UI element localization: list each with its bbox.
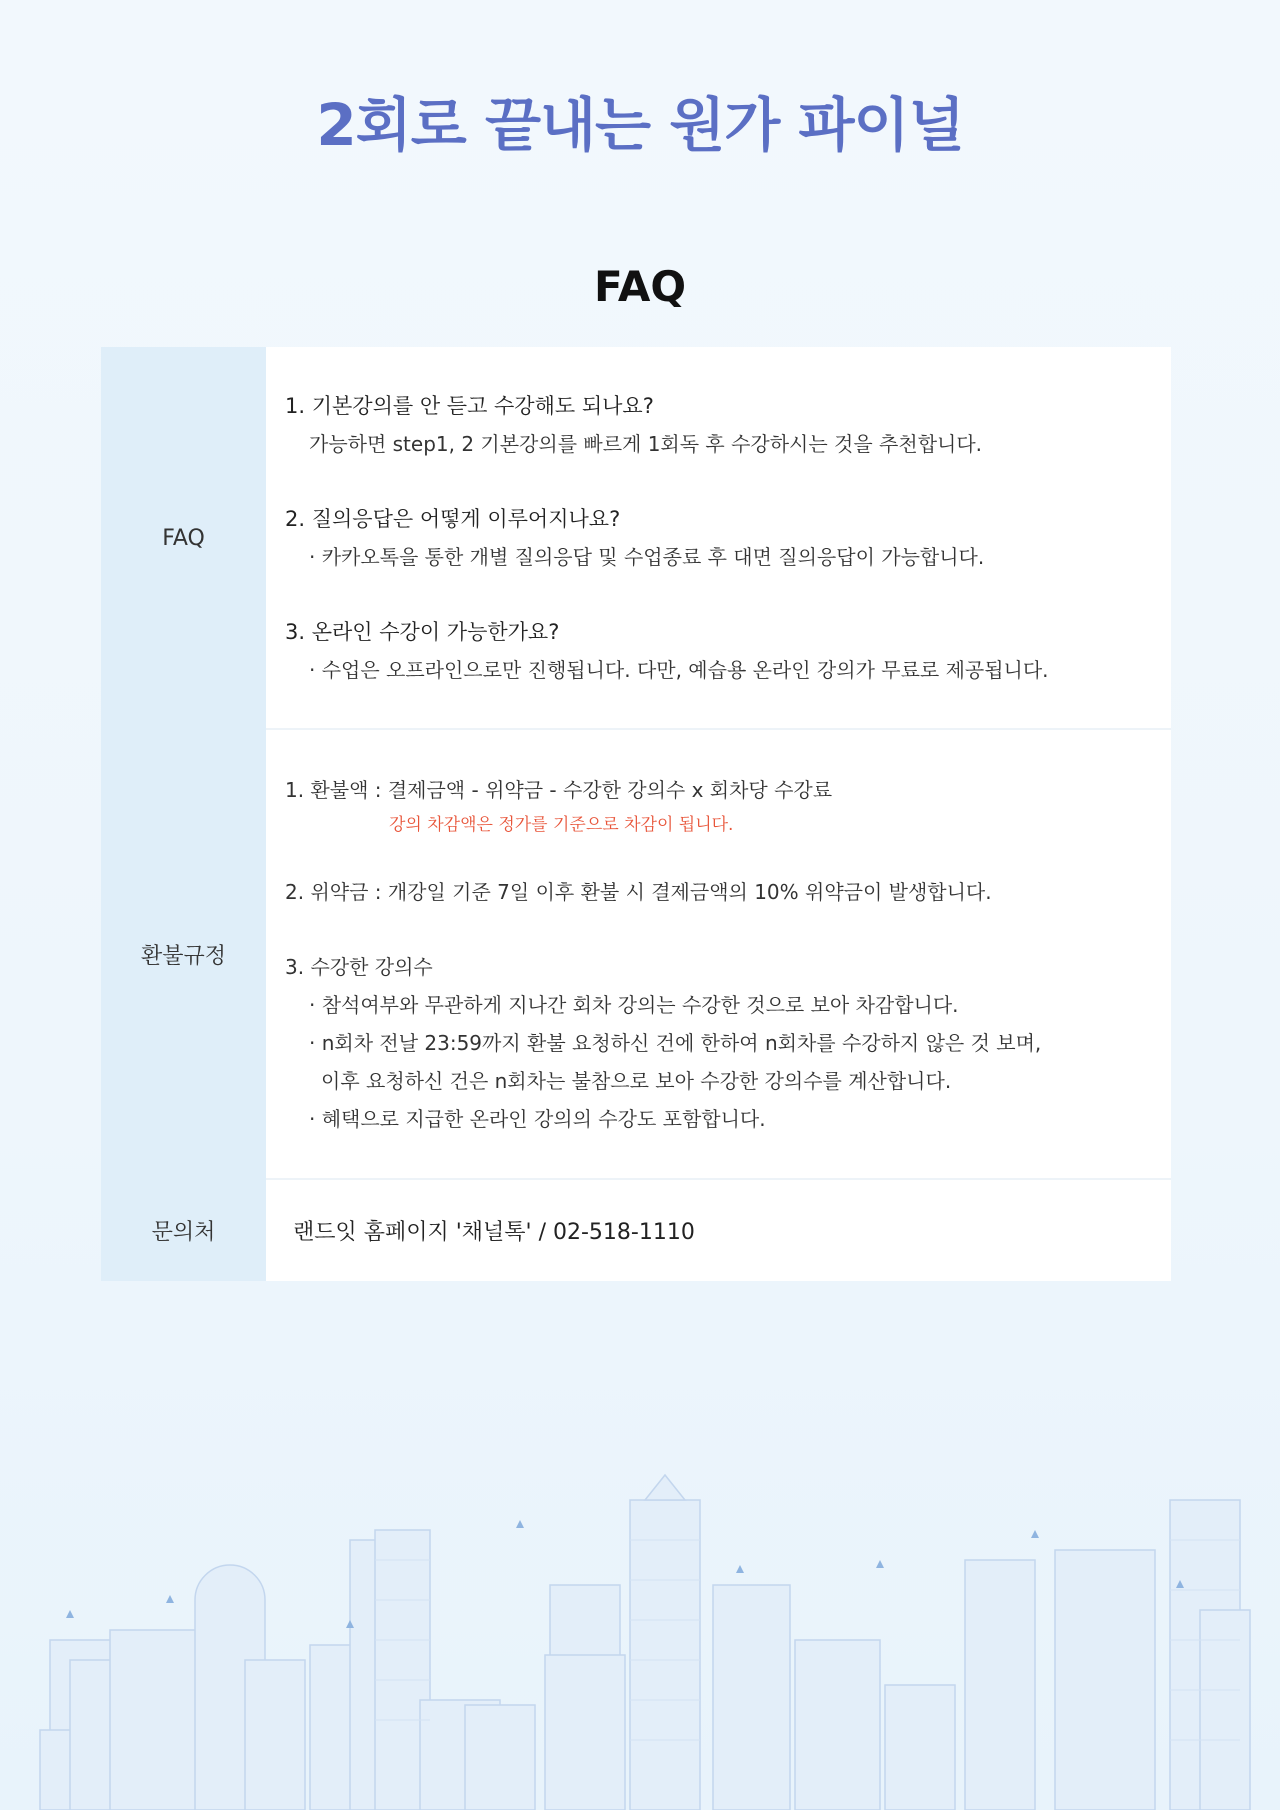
faq-table <box>101 347 1171 1281</box>
refund-item-3-line: · 혜택으로 지급한 온라인 강의의 수강도 포함합니다. <box>309 1106 766 1131</box>
faq-answer-3: · 수업은 오프라인으로만 진행됩니다. 다만, 예습용 온라인 강의가 무료로 제공됩니다. <box>309 657 1049 682</box>
faq-row-content <box>266 347 1171 729</box>
faq-question-2: 2. 질의응답은 어떻게 이루어지나요? <box>285 506 621 531</box>
refund-item-3-line: · n회차 전날 23:59까지 환불 요청하신 건에 한하여 n회차를 수강하지 않은 것 보며, <box>309 1030 1042 1055</box>
refund-row-label: 환불규정 <box>101 729 266 1179</box>
refund-row-content <box>266 729 1171 1179</box>
city-skyline-illustration <box>0 1460 1280 1810</box>
faq-row <box>101 347 1171 729</box>
refund-item-3-title: 3. 수강한 강의수 <box>285 954 433 979</box>
faq-answer-1: 가능하면 step1, 2 기본강의를 빠르게 1회독 후 수강하시는 것을 추천합니다. <box>309 431 983 456</box>
refund-item-2: 2. 위약금 : 개강일 기준 7일 이후 환불 시 결제금액의 10% 위약금이 발생합니다. <box>285 879 992 904</box>
refund-item-3-line: · 참석여부와 무관하게 지나간 회차 강의는 수강한 것으로 보아 차감합니다. <box>309 992 959 1017</box>
faq-question-3: 3. 온라인 수강이 가능한가요? <box>285 619 560 644</box>
faq-answer-2: · 카카오톡을 통한 개별 질의응답 및 수업종료 후 대면 질의응답이 가능합니다. <box>309 544 985 569</box>
contact-row-label: 문의처 <box>101 1179 266 1281</box>
faq-row-label: FAQ <box>101 347 266 729</box>
section-title: FAQ <box>593 262 687 311</box>
refund-item-3-line: 이후 요청하신 건은 n회차는 불참으로 보아 수강한 강의수를 계산합니다. <box>321 1068 952 1093</box>
faq-question-1: 1. 기본강의를 안 듣고 수강해도 되나요? <box>285 393 654 418</box>
contact-text: 랜드잇 홈페이지 '채널톡' / 02-518-1110 <box>293 1220 695 1245</box>
contact-row <box>101 1179 1171 1281</box>
page-title: 2회로 끝내는 원가 파이널 <box>316 91 964 159</box>
refund-row <box>101 729 1171 1179</box>
contact-row-content <box>266 1179 1171 1281</box>
refund-note: 강의 차감액은 정가를 기준으로 차감이 됩니다. <box>389 814 734 835</box>
refund-item-1: 1. 환불액 : 결제금액 - 위약금 - 수강한 강의수 x 회차당 수강료 <box>285 777 833 802</box>
